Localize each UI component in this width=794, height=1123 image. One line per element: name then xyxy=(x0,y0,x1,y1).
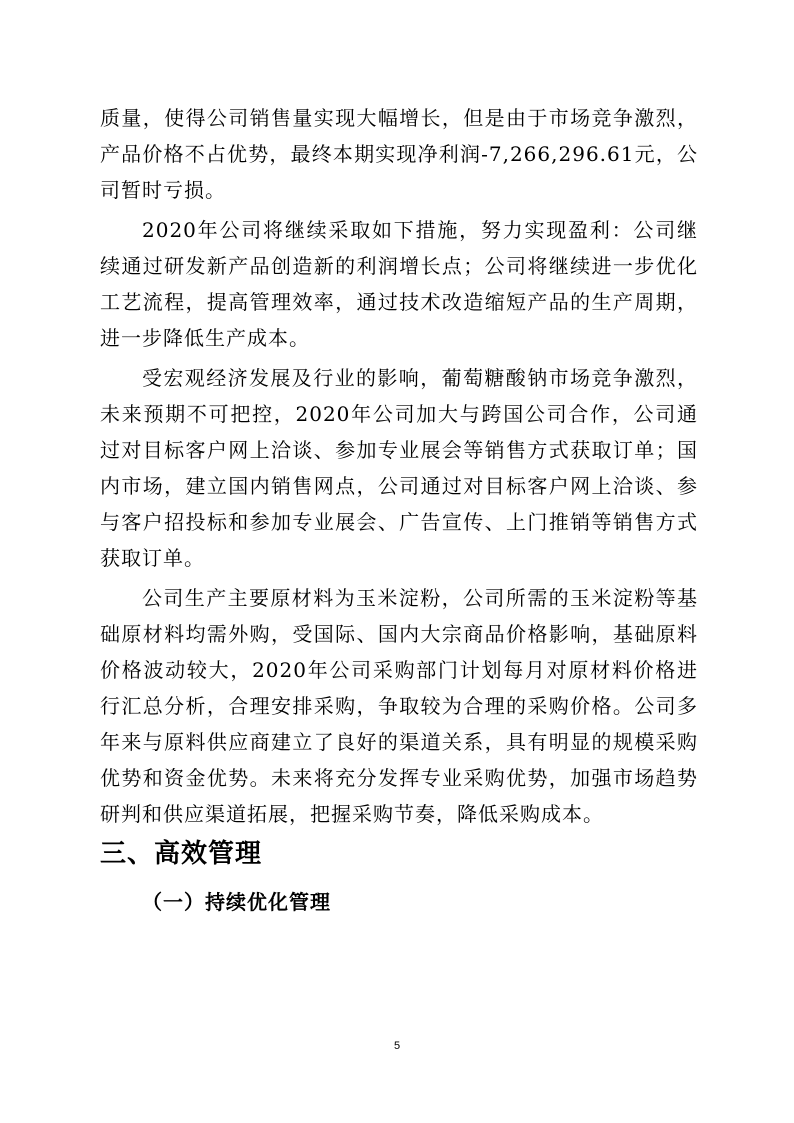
page-number: 5 xyxy=(393,1040,401,1052)
page-content xyxy=(100,100,698,920)
body-paragraph-3: 受宏观经济发展及行业的影响，葡萄糖酸钠市场竞争激烈，未来预期不可把控，2020年公司加大与跨国公司合作，公司通过对目标客户网上洽谈、参加专业展会等销售方式获取订单；国内市场，建立国内销售网点，公司通过对目标客户网上洽谈、参与客户招投标和参加专业展会、广告宣传、上门推销等销售方式获取订单。 xyxy=(100,366,698,570)
body-paragraph-1: 质量，使得公司销售量实现大幅增长，但是由于市场竞争激烈，产品价格不占优势，最终本期实现净利润-7,266,296.61元，公司暂时亏损。 xyxy=(100,106,698,202)
subsection-heading: （一）持续优化管理 xyxy=(142,890,331,914)
body-paragraph-2: 2020年公司将继续采取如下措施，努力实现盈利：公司继续通过研发新产品创造新的利润增长点；公司将继续进一步优化工艺流程，提高管理效率，通过技术改造缩短产品的生产周期，进一步降低生产成本。 xyxy=(100,218,698,350)
body-paragraph-4: 公司生产主要原材料为玉米淀粉，公司所需的玉米淀粉等基础原材料均需外购，受国际、国内大宗商品价格影响，基础原料价格波动较大，2020年公司采购部门计划每月对原材料价格进行汇总分析，合理安排采购，争取较为合理的采购价格。公司多年来与原料供应商建立了良好的渠道关系，具有明显的规模采购优势和资金优势。未来将充分发挥专业采购优势，加强市场趋势研判和供应渠道拓展，把握采购节奏，降低采购成本。 xyxy=(100,586,698,826)
section-heading: 三、高效管理 xyxy=(100,839,263,869)
